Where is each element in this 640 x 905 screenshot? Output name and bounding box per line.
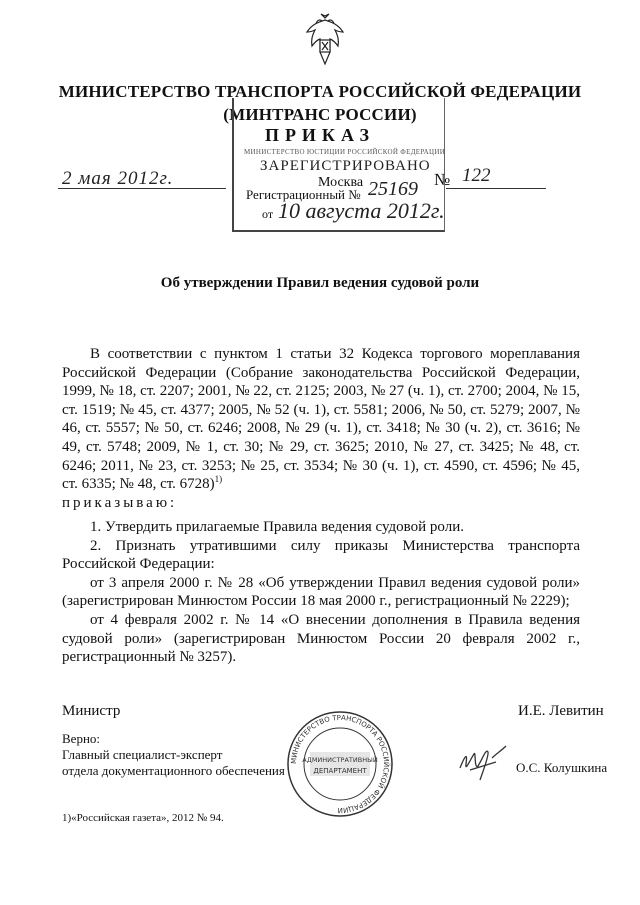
certification-block — [62, 731, 285, 779]
certifier-department: отдела документационного обеспечения — [62, 763, 285, 778]
ministry-name: МИНИСТЕРСТВО ТРАНСПОРТА РОССИЙСКОЙ ФЕДЕРАЦИИ — [58, 82, 582, 101]
order-items — [62, 518, 580, 667]
stamp-number: 25169 — [368, 178, 418, 200]
document-title: Об утверждении Правил ведения судовой роли — [160, 275, 480, 291]
coat-of-arms-icon — [304, 12, 346, 70]
seal-inner-text-1: АДМИНИСТРАТИВНЫЙ — [302, 756, 378, 764]
footnote: 1)«Российская газета», 2012 № 94. — [62, 812, 224, 824]
minister-label: Министр — [62, 703, 121, 719]
order-number-sign: № — [434, 170, 451, 189]
item-2a: от 3 апреля 2000 г. № 28 «Об утверждении Правил ведения судовой роли» (зарегистрирован Минюстом России 18 мая 2000 г., регистрационный № 2229); — [62, 574, 580, 610]
stamp-date: 10 августа 2012г. — [278, 198, 445, 223]
official-seal-icon — [286, 710, 394, 818]
preamble-paragraph — [62, 345, 580, 512]
order-verb: приказываю: — [62, 494, 178, 511]
order-date-underline — [58, 188, 226, 189]
seal-inner-text-2: ДЕПАРТАМЕНТ — [313, 767, 367, 775]
stamp-number-label: Регистрационный № — [246, 187, 361, 202]
order-number-underline — [446, 188, 546, 189]
certifier-name: О.С. Колушкина — [516, 760, 608, 775]
minister-name: И.Е. Левитин — [518, 703, 604, 719]
order-number: 122 — [462, 165, 491, 186]
item-1: 1. Утвердить прилагаемые Правила ведения судовой роли. — [90, 519, 464, 535]
document-type: ПРИКАЗ — [264, 125, 376, 145]
footnote-reference: 1) — [214, 474, 223, 485]
handwritten-signature — [452, 740, 512, 784]
certification-label: Верно: — [62, 731, 101, 746]
item-2: 2. Признать утратившими силу приказы Министерства транспорта Российской Федерации: — [62, 537, 580, 573]
preamble-text: В соответствии с пунктом 1 статьи 32 Кодекса торгового мореплавания Российской Федерации (Собрание законодательства Российской Федерации, 1999, № 18, ст. 2207; 2001, № 22, ст. 2125; 2003, № 27 (ч. 1), ст. 2700; 2004, № 15, ст. 1519; № 45, ст. 4377; 2005, № 52 (ч. 1), ст. 5581; 2006, № 50, ст. 5279; 2007, № 46, ст. 5557; № 50, ст. 6246; 2008, № 29 (ч. 1), ст. 3418; № 30 (ч. 2), ст. 3616; № 49, ст. 5748; 2009, № 1, ст. 30; № 29, ст. 3625; 2010, № 27, ст. 3425; № 48, ст. 6246; 2011, № 23, ст. 3253; № 25, ст. 3534; № 30 (ч. 1), ст. 4590, ст. 4596; № 45, ст. 6335; № 48, ст. 6728) — [62, 346, 580, 493]
seal-outer-text: МИНИСТЕРСТВО ТРАНСПОРТА РОССИЙСКОЙ ФЕДЕРАЦИИ — [289, 713, 391, 815]
stamp-registered-label: ЗАРЕГИСТРИРОВАНО — [260, 158, 431, 174]
stamp-date-prefix: от — [262, 207, 274, 221]
certifier-position: Главный специалист-эксперт — [62, 747, 223, 762]
order-date: 2 мая 2012г. — [62, 168, 174, 189]
stamp-city: Москва — [318, 175, 364, 190]
stamp-issuer: МИНИСТЕРСТВО ЮСТИЦИИ РОССИЙСКОЙ ФЕДЕРАЦИИ — [244, 148, 446, 156]
ministry-short-name: (МИНТРАНС РОССИИ) — [223, 105, 417, 124]
item-2b: от 4 февраля 2002 г. № 14 «О внесении дополнения в Правила ведения судовой роли» (зарегистрирован Минюстом России 20 февраля 2002 г., регистрационный № 3257). — [62, 611, 580, 666]
